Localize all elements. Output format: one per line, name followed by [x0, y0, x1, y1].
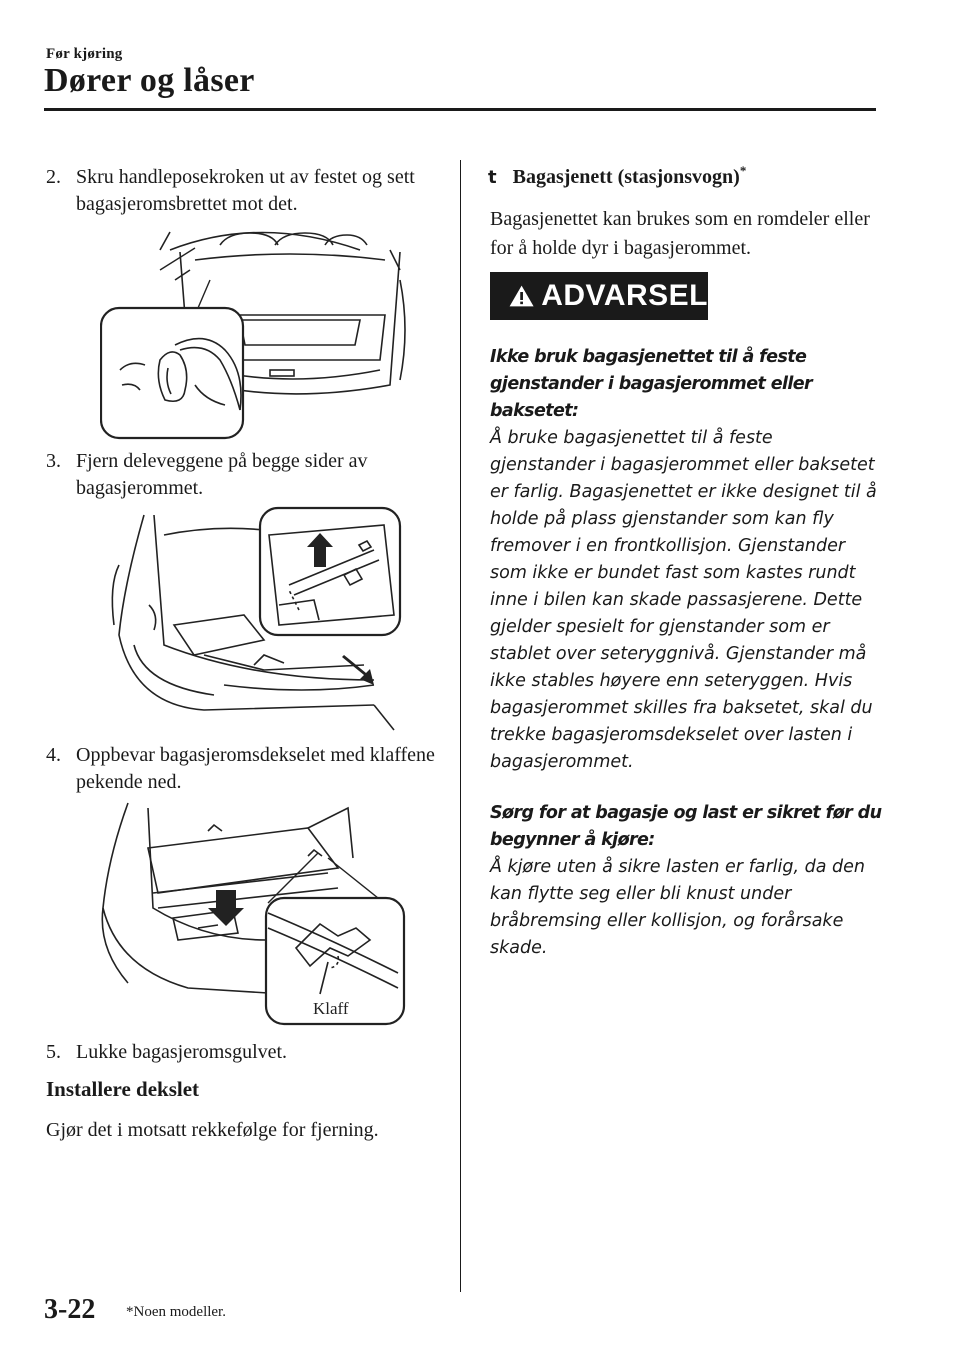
step-number: 2. [46, 166, 61, 188]
step-text: Oppbevar bagasjeromsdekselet med klaffene pekende ned. [76, 744, 435, 793]
figure-hook-illustration [100, 220, 412, 440]
install-text: Gjør det i motsatt rekkefølge for fjerning. [46, 1119, 379, 1141]
column-divider [460, 160, 461, 1292]
warning-1-title: Ikke bruk bagasjenettet til å feste gjenstander i bagasjerommet eller baksetet: [490, 347, 813, 421]
step-number: 4. [46, 744, 61, 766]
step-number: 5. [46, 1041, 61, 1063]
install-heading: Installere dekslet [46, 1077, 200, 1101]
section-marker: t [488, 167, 497, 188]
figure-cover-storage-illustration [98, 798, 410, 1030]
step-text: Skru handleposekroken ut av festet og sett bagasjeromsbrettet mot det. [76, 166, 415, 215]
section-label: Før kjøring [46, 46, 123, 62]
warning-2 [490, 800, 882, 962]
heading-text: Bagasjenett (stasjonsvogn) [512, 166, 740, 188]
footnote-marker: * [739, 163, 747, 178]
step-4 [46, 742, 436, 796]
page-title: Dører og låser [44, 62, 255, 99]
warning-2-text: Å kjøre uten å sikre lasten er farlig, da den kan flytte seg eller bli knust under bråbremsing eller kollisjon, og forårsake skade. [490, 857, 865, 958]
cargo-net-intro: Bagasjenettet kan brukes som en romdeler eller for å holde dyr i bagasjerommet. [490, 208, 870, 259]
warning-banner [490, 272, 708, 320]
warning-2-title: Sørg for at bagasje og last er sikret før du begynner å kjøre: [490, 803, 882, 850]
footnote: *Noen modeller. [126, 1304, 226, 1320]
warning-triangle-icon [508, 281, 535, 311]
step-text: Lukke bagasjeromsgulvet. [76, 1041, 288, 1063]
warning-1 [490, 344, 882, 776]
step-number: 3. [46, 450, 61, 472]
cargo-net-heading [488, 163, 747, 189]
warning-1-text: Å bruke bagasjenettet til å feste gjenstander i bagasjerommet eller baksetet er farlig. Bagasjenettet er ikke designet til å holde på plass gjenstander som kan fly fremover i en frontkollisjon. Gjenstander som ikke er bundet fast som kastes rundt inne i bilen kan skade passasjerene. Dette gjelder spesielt for gjenstander som er stablet over seteryggnivå. Gjenstander må ikke stables høyere enn seteryggen. Hvis bagasjerommet skilles fra baksetet, skal du trekke bagasjeromsdekselet over lasten i bagasjerommet. [490, 428, 877, 772]
warning-label: ADVARSEL [541, 279, 708, 312]
step-2 [46, 164, 436, 218]
step-text: Fjern deleveggene på begge sider av bagasjerommet. [76, 450, 368, 499]
figure-divider-removal-illustration [104, 505, 416, 735]
step-5 [46, 1039, 436, 1066]
klaff-label: Klaff [313, 999, 349, 1018]
step-3 [46, 448, 436, 502]
page-number: 3-22 [44, 1294, 96, 1325]
header-rule [44, 108, 876, 111]
